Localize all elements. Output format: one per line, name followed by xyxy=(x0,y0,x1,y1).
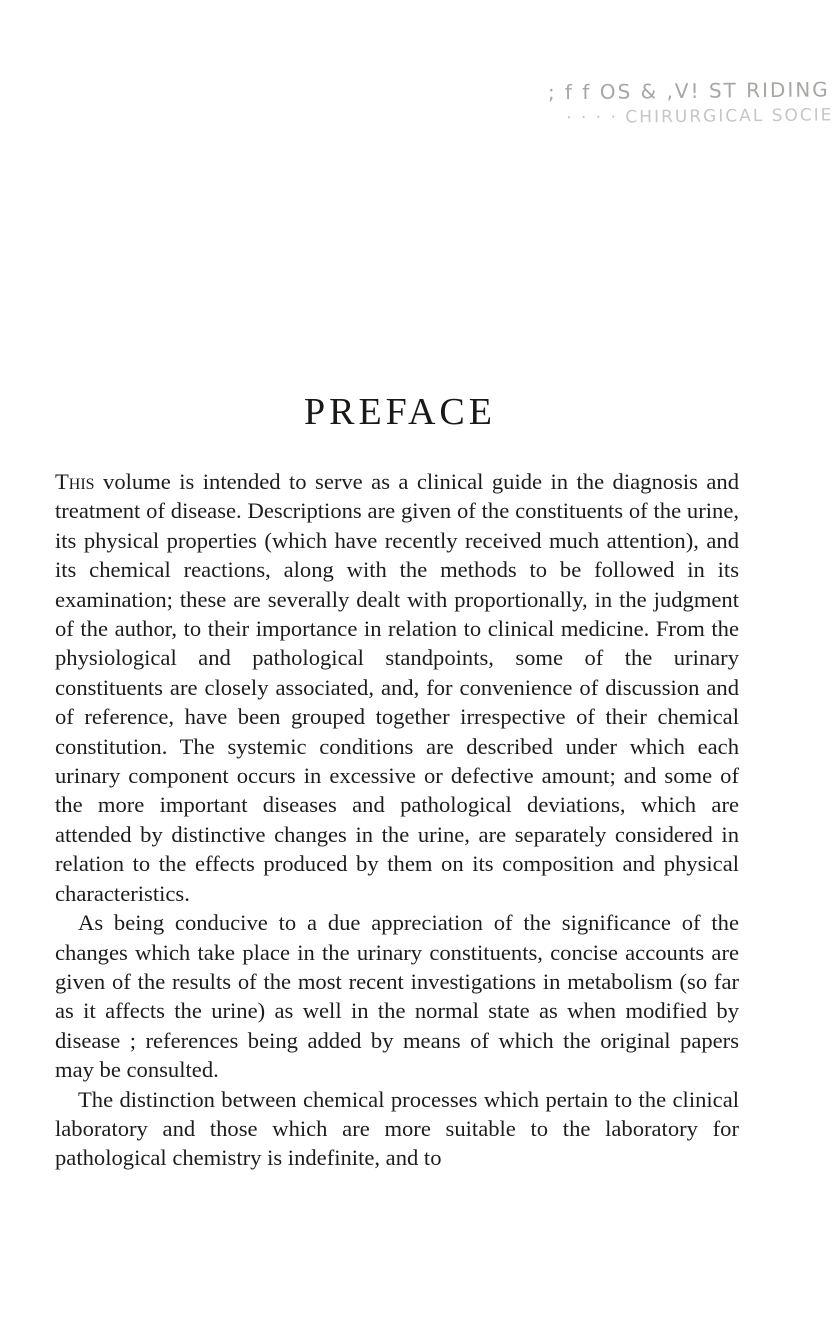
paragraph-1-lead: This xyxy=(55,469,95,494)
page-title: PREFACE xyxy=(303,391,496,433)
library-stamp xyxy=(547,77,834,132)
paragraph-1-text: volume is intended to serve as a clinical guide in the diagnosis and treatment of disease. Descriptions are given of the constituents of the urine, its physical properties (which have recently received much attention), and its chemical reactions, along with the methods to be followed in its examination; these are severally dealt with proportionally, in the judgment of the author, to their importance in relation to clinical medicine. From the physiological and pathological standpoints, some of the urinary constituents are closely associated, and, for convenience of discussion and of reference, have been grouped together irrespective of their chemical constitution. The systemic conditions are described under which each urinary component occurs in excessive or defective amount; and some of the more important diseases and pathological deviations, which are attended by distinctive changes in the urine, are separately considered in relation to the effects produced by them on its composition and physical characteristics. xyxy=(55,469,739,906)
stamp-line-2: · · · · CHIRURGICAL SOCIE xyxy=(566,105,834,129)
preface-body xyxy=(55,467,739,1173)
paragraph-1 xyxy=(55,467,739,908)
stamp-line-1: ; f f OS & ,V! ST RIDING xyxy=(547,77,830,105)
paragraph-3: The distinction between chemical processes which pertain to the clinical laboratory and those which are more suitable to the laboratory for pathological chemistry is indefinite, and to xyxy=(55,1086,739,1171)
paragraph-2: As being conducive to a due appreciation of the significance of the changes which take place in the urinary constituents, concise accounts are given of the results of the most recent investigations in metabolism (so far as it affects the urine) as well in the normal state as when modified by disease ; references being added by means of which the original papers may be consulted. xyxy=(55,910,739,1083)
